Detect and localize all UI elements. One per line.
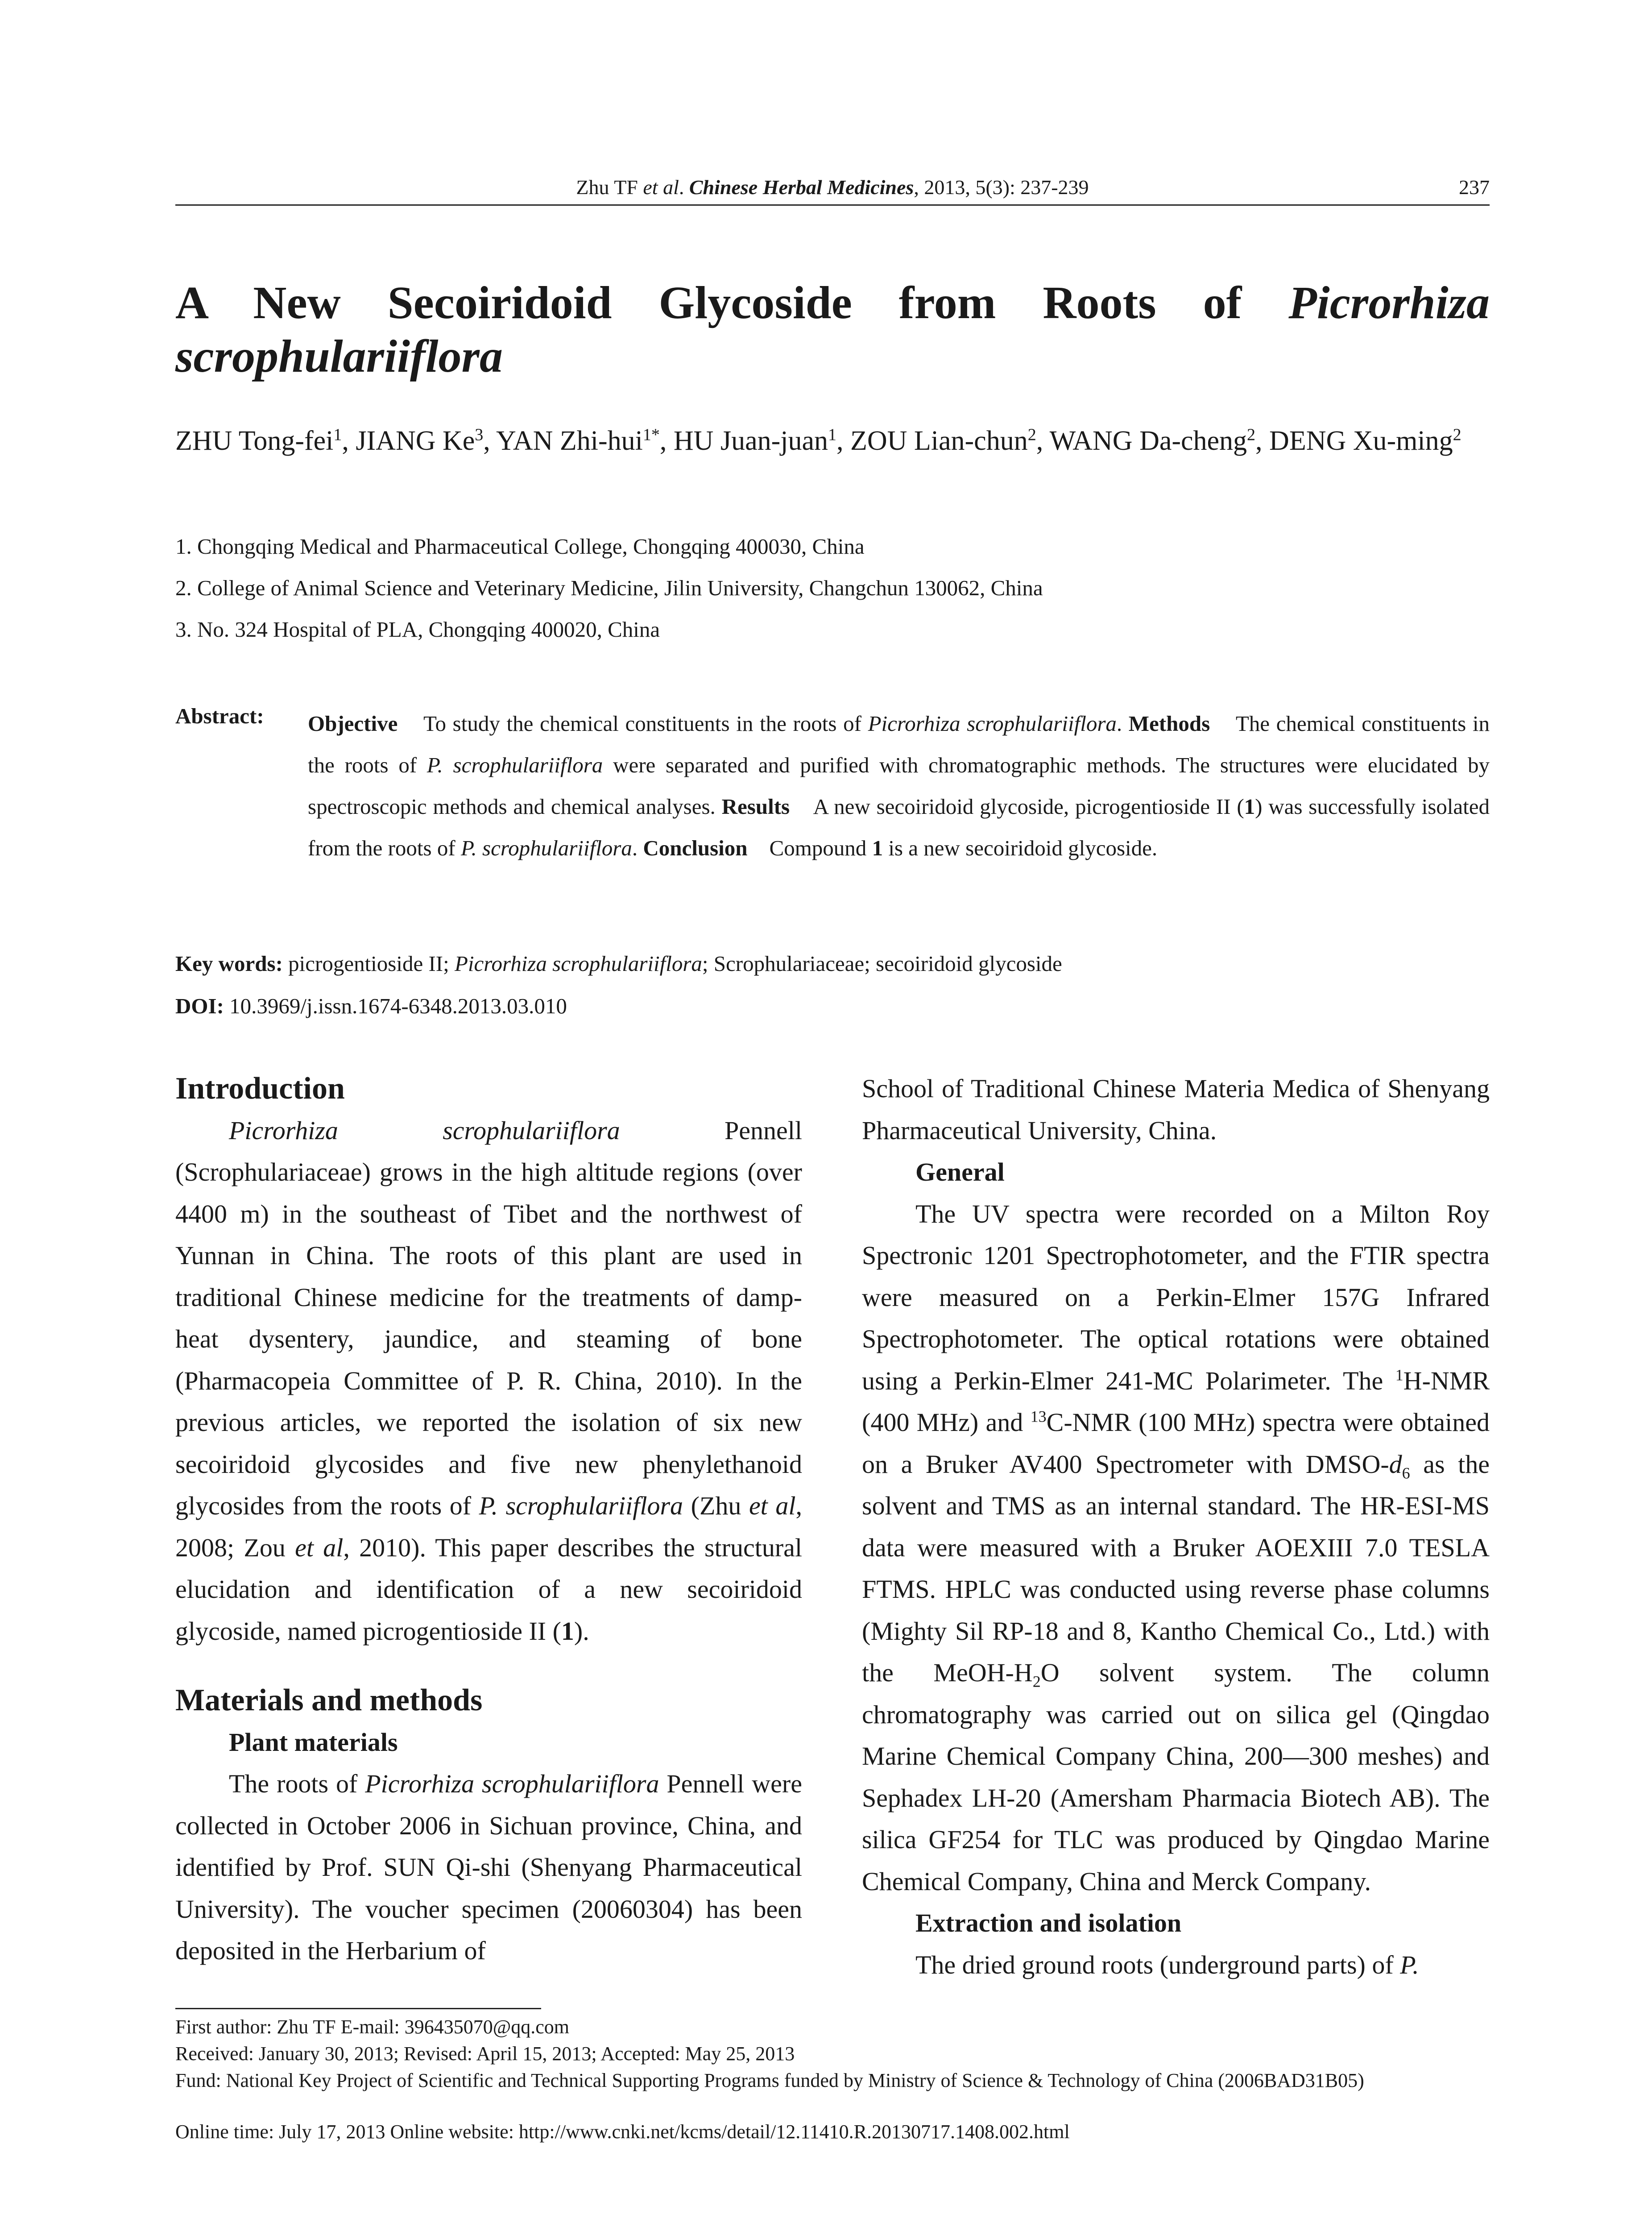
affiliation: 2. College of Animal Science and Veterinary Medicine, Jilin University, Changchun 130062, China <box>175 576 1043 600</box>
running-head-etal: et al <box>643 176 679 199</box>
running-head <box>175 175 1490 200</box>
doi: DOI: 10.3969/j.issn.1674-6348.2013.03.010 <box>175 994 567 1018</box>
author: HU Juan-juan <box>673 426 828 456</box>
keywords: Key words: picrogentioside II; Picrorhiza scrophulariiflora; Scrophulariaceae; secoiridoid glycoside <box>175 951 1062 976</box>
abstract-label: Abstract: <box>175 704 264 728</box>
footnote-rule <box>175 2008 541 2009</box>
abstract-body: Objective To study the chemical constituents in the roots of Picrorhiza scrophulariiflora. Methods The chemical constituents in the roots of P. scrophulariiflora were separated and purified with chromatographic methods. The structures were elucidated by spectroscopic methods and chemical analyses. Results A new secoiridoid glycoside, picrogentioside II (1) was successfully isolated from the roots of P. scrophulariiflora. Conclusion Compound 1 is a new secoiridoid glycoside. <box>308 711 1490 860</box>
page-number: 237 <box>1459 176 1490 199</box>
plant-materials-paragraph: The roots of Picrorhiza scrophulariiflora Pennell were collected in October 2006 in Sichuan province, China, and identified by Prof. SUN Qi-shi (Shenyang Pharmaceutical University). The voucher specimen (20060304) has been deposited in the Herbarium of <box>175 1769 802 1965</box>
affiliation: 3. No. 324 Hospital of PLA, Chongqing 400020, China <box>175 617 660 642</box>
running-head-citation: , 2013, 5(3): 237-239 <box>914 176 1089 199</box>
general-heading: General <box>915 1157 1005 1186</box>
paper-title: A New Secoiridoid Glycoside from Roots of Picrorhiza <box>175 277 1490 328</box>
header-rule <box>175 204 1490 206</box>
running-head-dot: . <box>679 176 689 199</box>
author: YAN Zhi-hui <box>496 426 643 456</box>
affiliation: 1. Chongqing Medical and Pharmaceutical College, Chongqing 400030, China <box>175 534 865 559</box>
right-column <box>862 1068 1490 1986</box>
conclusion-label: Conclusion <box>643 836 748 860</box>
objective-label: Objective <box>308 711 398 736</box>
introduction-heading: Introduction <box>175 1071 345 1106</box>
author: ZHU Tong-fei <box>175 426 334 456</box>
running-head-authors: Zhu TF <box>576 176 643 199</box>
author: JIANG Ke <box>356 426 475 456</box>
author: ZOU Lian-chun <box>850 426 1028 456</box>
continued-paragraph: School of Traditional Chinese Materia Medica of Shenyang Pharmaceutical University, China. <box>862 1074 1490 1145</box>
footnote-online: Online time: July 17, 2013 Online website: http://www.cnki.net/kcms/detail/12.11410.R.20130717.1408.002.html <box>175 2121 1070 2143</box>
extraction-heading: Extraction and isolation <box>915 1908 1182 1937</box>
footnote-dates: Received: January 30, 2013; Revised: April 15, 2013; Accepted: May 25, 2013 <box>175 2043 795 2065</box>
general-paragraph: The UV spectra were recorded on a Milton Roy Spectronic 1201 Spectrophotometer, and the FTIR spectra were measured on a Perkin-Elmer 157G Infrared Spectrophotometer. The optical rotations were obtained using a Perkin-Elmer 241-MC Polarimeter. The $^1$H-NMR (400 MHz) and $^{13}$C-NMR (100 MHz) spectra were obtained on a Bruker AV400 Spectrometer with DMSO-$d_6$ as the solvent and TMS as an internal standard. The HR-ESI-MS data were measured with a Bruker AOEXIII 7.0 TESLA FTMS. HPLC was conducted using reverse phase columns (Mighty Sil RP-18 and 8, Kantho Chemical Co., Ltd.) with the MeOH-$H_2O$ solvent system. The column chromatography was carried out on silica gel (Qingdao Marine Chemical Company China, 200—300 meshes) and Sephadex LH-20 (Amersham Pharmacia Biotech AB). The silica GF254 for TLC was produced by Qingdao Marine Chemical Company, China and Merck Company. <box>862 1199 1490 1896</box>
introduction-paragraph: Picrorhiza scrophulariiflora Pennell (Scrophulariaceae) grows in the high altitude regions (over 4400 m) in the southeast of Tibet and the northwest of Yunnan in China. The roots of this plant are used in traditional Chinese medicine for the treatments of damp-heat dysentery, jaundice, and steaming of bone (Pharmacopeia Committee of P. R. China, 2010). In the previous articles, we reported the isolation of six new secoiridoid glycosides and five new phenylethanoid glycosides from the roots of P. scrophulariiflora (Zhu et al, 2008; Zou et al, 2010). This paper describes the structural elucidation and identification of a new secoiridoid glycoside, named picrogentioside II (1). <box>175 1116 802 1646</box>
results-label: Results <box>721 794 790 819</box>
author-list: ZHU Tong-fei$^1$, JIANG Ke$^3$, YAN Zhi-hui$^{1*}$, HU Juan-juan$^1$, ZOU Lian-chun$^2$, WANG Da-cheng$^2$, DENG Xu-ming$^2$ <box>175 425 1462 456</box>
plant-materials-heading: Plant materials <box>229 1727 398 1757</box>
methods-label: Methods <box>1128 711 1210 736</box>
doi-link[interactable]: 10.3969/j.issn.1674-6348.2013.03.010 <box>224 994 567 1018</box>
footnote-first-author: First author: Zhu TF E-mail: 396435070@qq.com <box>175 2016 569 2038</box>
materials-methods-heading: Materials and methods <box>175 1683 483 1717</box>
author: WANG Da-cheng <box>1049 426 1247 456</box>
paper-title-line2: scrophulariiflora <box>175 331 503 382</box>
journal-name: Chinese Herbal Medicines <box>689 176 914 199</box>
left-column <box>175 1068 802 1972</box>
author: DENG Xu-ming <box>1269 426 1453 456</box>
footnote-fund: Fund: National Key Project of Scientific and Technical Supporting Programs funded by Ministry of Science & Technology of China (2006BAD31B05) <box>175 2069 1364 2091</box>
extraction-paragraph: The dried ground roots (underground parts) of P. <box>915 1950 1419 1979</box>
